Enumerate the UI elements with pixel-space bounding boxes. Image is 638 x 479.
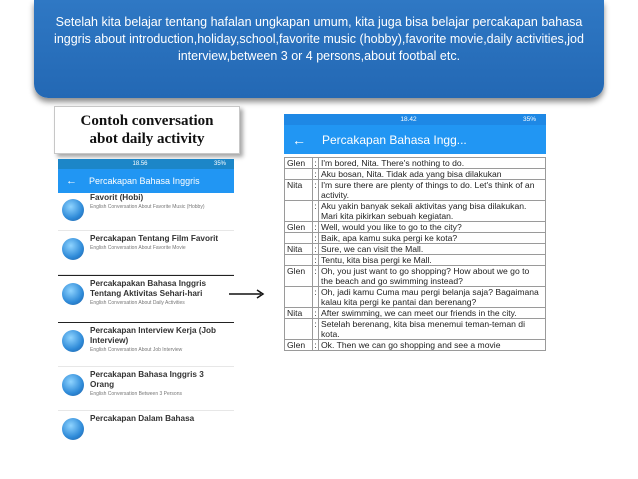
table-row [285,244,546,255]
dialogue-cell: After swimming, we can meet our friends in the city. [319,308,546,319]
app-bar-title: Percakapan Bahasa Inggris [89,176,200,186]
arrow-left-icon[interactable]: ← [292,131,306,148]
dialogue-cell: Baik, apa kamu suka pergi ke kota? [319,233,546,244]
colon-cell: : [314,340,317,350]
status-time: 18.56 [132,161,148,167]
status-bar [284,114,546,125]
conversation-screenshot [284,114,546,419]
caption-line-2: abot daily activity [89,131,205,147]
colon-cell: : [313,201,319,222]
list-item[interactable] [58,193,234,231]
hobi-avatar-icon [62,418,84,440]
dialogue-cell: Sure, we can visit the Mall. [319,244,546,255]
hobi-avatar-icon [62,199,84,221]
table-row [285,287,546,308]
app-bar [284,125,546,154]
speaker-cell: Nita [285,180,313,201]
speaker-cell [285,233,313,244]
table-row [285,233,546,244]
app-bar [58,169,234,193]
list-item-daily-activities[interactable] [58,275,234,323]
dialogue-cell: Aku bosan, Nita. Tidak ada yang bisa dilakukan [319,169,546,180]
table-row [285,266,546,287]
speaker-cell: Nita [285,308,313,319]
colon-cell: : [313,287,319,308]
table-row [285,158,546,169]
speaker-cell: Glen [285,222,313,233]
list-item-subtitle: English Conversation About Daily Activities [90,300,185,306]
dialogue-cell: Tentu, kita bisa pergi ke Mall. [319,255,546,266]
dialogue-cell: Aku yakin banyak sekali aktivitas yang bisa dilakukan. Mari kita pikirkan sebuah kegiatan. [319,201,546,222]
speaker-cell: Glen [285,340,313,351]
status-battery: 35% [213,161,226,167]
dialogue-cell: Well, would you like to go to the city? [319,222,546,233]
table-row [285,308,546,319]
list-item[interactable] [58,231,234,275]
intro-banner [34,0,604,98]
list-item-subtitle: English Conversation Between 3 Persons [90,391,182,397]
speaker-cell: Glen [285,266,313,287]
arrow-left-icon[interactable]: ← [66,175,77,187]
list-item[interactable] [58,323,234,367]
speaker-cell: Nita [285,244,313,255]
hobi-avatar-icon [62,283,84,305]
arrow-right-icon [228,288,268,300]
list-item-title: Percakapan Tentang Film Favorit [90,234,219,243]
speaker-cell: Glen [285,158,313,169]
colon-cell: : [314,244,317,254]
speaker-cell [285,201,313,222]
list-item-title: Percakapan Bahasa Inggris 3 Orang [90,370,204,389]
speaker-cell [285,255,313,266]
list-item-subtitle: English Conversation About Job Interview [90,347,183,353]
status-battery: 35% [522,116,536,123]
table-row [285,319,546,340]
colon-cell: : [313,319,319,340]
status-bar [58,159,234,169]
colon-cell: : [313,180,319,201]
dialogue-cell: Ok. Then we can go shopping and see a movie [319,340,546,351]
app-bar-title: Percakapan Bahasa Ingg... [322,132,467,147]
caption-line-1: Contoh conversation [80,113,214,129]
table-row [285,169,546,180]
list-item-title: Percakapan Interview Kerja (Job Interview) [90,326,217,345]
list-item-title: Percakapan Dalam Bahasa [90,414,195,423]
dialogue-cell: I'm bored, Nita. There's nothing to do. [319,158,546,169]
speaker-cell [285,287,313,308]
table-row [285,255,546,266]
colon-cell: : [313,266,319,287]
table-row [285,222,546,233]
dialogue-cell: Oh, jadi kamu Cuma mau pergi belanja saja? Bagaimana kalau kita pergi ke pantai dan berenang? [319,287,546,308]
colon-cell: : [314,158,317,168]
dialogue-cell: I'm sure there are plenty of things to do. Let's think of an activity. [319,180,546,201]
list-item[interactable] [58,367,234,411]
banner-text: Setelah kita belajar tentang hafalan ungkapan umum, kita juga bisa belajar percakapan bahasa inggris about introduction,holiday,school,favorite music (hobby),favorite movie,daily activities,jod interview,between 3 or 4 persons,about footbal etc. [54,15,584,63]
hobi-avatar-icon [62,238,84,260]
list-item-title: Percakapakan Bahasa Inggris Tentang Aktivitas Sehari-hari [90,279,207,298]
list-item-subtitle: English Conversation About Favorite Movie [90,245,186,251]
dialogue-cell: Oh, you just want to go shopping? How about we go to the beach and go swimming instead? [319,266,546,287]
colon-cell: : [314,308,317,318]
colon-cell: : [314,169,317,179]
table-row [285,180,546,201]
colon-cell: : [314,222,317,232]
speaker-cell [285,169,313,180]
hobi-avatar-icon [62,330,84,352]
list-item-title: Favorit (Hobi) [90,193,144,202]
colon-cell: : [314,255,317,265]
colon-cell: : [314,233,317,243]
list-item[interactable] [58,411,234,455]
topic-list-screenshot [58,159,234,423]
speaker-cell [285,319,313,340]
table-row [285,201,546,222]
table-row [285,340,546,351]
hobi-avatar-icon [62,374,84,396]
status-time: 18.42 [400,116,417,123]
conversation-table [284,157,546,351]
list-item-subtitle: English Conversation About Favorite Music (Hobby) [90,204,205,210]
caption-box [54,106,240,154]
dialogue-cell: Setelah berenang, kita bisa menemui teman-teman di kota. [319,319,546,340]
